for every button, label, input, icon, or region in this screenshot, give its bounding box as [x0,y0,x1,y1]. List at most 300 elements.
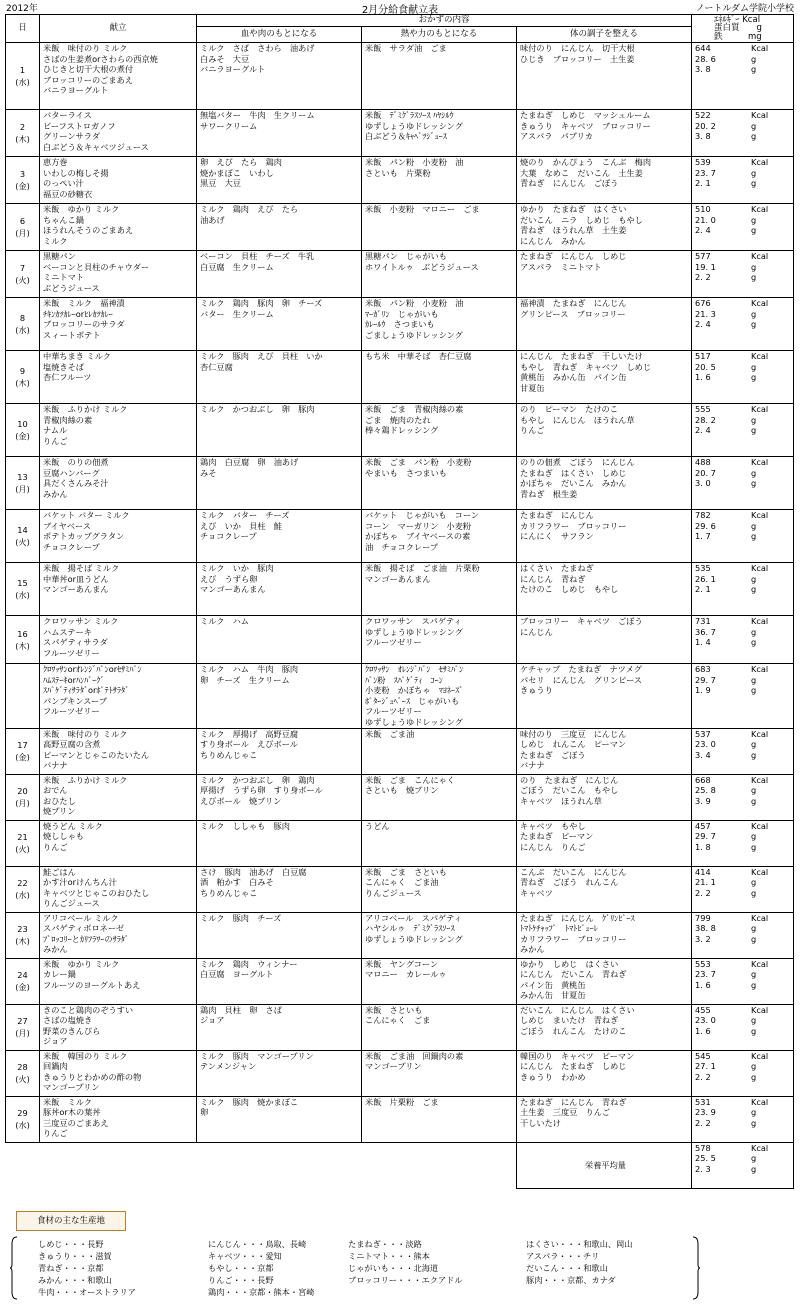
iron-value: 1. 6 [695,1025,711,1036]
unit-label: g [751,478,757,489]
blood-foods-line: 白豆腐 生クリーム [200,261,274,272]
iron-value: 3. 8 [695,131,711,142]
unit-label: Kcal [751,664,769,674]
energy-value: 644 [695,43,711,53]
blood-foods [197,774,362,820]
menu-items-line: 焼ししゃも [43,831,84,842]
day-cell [6,298,40,351]
body-foods [517,43,692,110]
day-row [6,1050,794,1096]
menu-items-line: さばの塩焼き [43,1015,93,1026]
body-foods-line: にんじん [520,626,553,637]
unit-label: g [751,361,757,372]
energy-foods-line: うどん [365,820,390,831]
protein-value: 23. 0 [695,739,716,750]
menu-items-line: アリコベール ミルク [43,912,119,923]
body-foods-line: 味付のり 三度豆 にんじん [520,728,627,739]
energy-foods-line: 米飯 ごま油 [365,728,415,739]
menu-items-line: バケット バター ミルク [43,510,130,520]
blood-foods-line: バニラヨーグルト [200,64,266,75]
day-weekday: (月) [15,228,30,238]
unit-label: Kcal [751,351,769,361]
origins-col-1: しめじ・・・長野 きゅうり・・・滋賀 青ねぎ・・・京都 みかん・・・和歌山 牛肉・・・オーストラリア [38,1239,136,1297]
blood-foods [197,958,362,1004]
energy-foods-line: 米飯 さといも [365,1004,423,1015]
menu-items-line: きのこと鶏肉のぞうすい [43,1004,134,1015]
energy-foods [362,157,517,204]
blood-foods-line: 卵 えび たら 鶏肉 [200,157,282,167]
energy-foods-line: フルーツゼリー [365,706,422,717]
iron-value: 2. 4 [695,319,711,330]
body-foods [517,1050,692,1096]
day-weekday: (月) [15,484,30,494]
day-row [6,404,794,457]
body-foods-line: たまねぎ ピーマン [520,831,594,842]
protein-value: 20. 5 [695,361,716,372]
menu-items-line: かす汁orけんちん汁 [43,877,117,888]
blood-foods-line: ミルク 豚肉 マンゴープリン [200,1050,314,1061]
energy-foods-line: 米飯 ごま油 回鍋肉の素 [365,1050,464,1061]
body-foods-line: グリンピース ブロッコリー [520,308,626,319]
menu-items-line: ﾁｷﾝｶﾂｶﾚｰorﾋﾚｶﾂｶﾚｰ [43,308,113,319]
body-foods-line: のり ピーマン たけのこ [520,404,618,414]
unit-label: g [751,1071,757,1082]
menu-items-line: ナムル [43,425,68,436]
energy-foods-line: マロニー カレールゥ [365,969,447,980]
avg-energy: 578 [695,1142,711,1153]
menu-items-line: ﾌﾞﾛｯｺﾘｰとｶﾘﾌﾗﾜｰのｻﾗﾀﾞ [43,933,129,944]
body-foods-line: 焼のり かんぴょう こんぶ 梅肉 [520,157,652,167]
menu-items-line: ピーマンとじゃこのたいたん [43,749,150,760]
blood-foods [197,866,362,912]
body-foods [517,298,692,351]
energy-foods-line: 米飯 ごま こんにゃく [365,774,455,785]
body-foods-line: 青ねぎ にんじん ごぼう [520,178,619,189]
day-row [6,1096,794,1142]
protein-value: 25. 8 [695,785,716,796]
blood-foods [197,457,362,510]
menu-items-line: 豚丼or木の葉丼 [43,1107,101,1118]
energy-foods-line: バケット じゃがいも コーン [365,510,480,520]
energy-header: 熱や力のもとになる [362,27,517,43]
menu-items-line: さばの生姜煮orさわらの西京焼 [43,53,158,64]
nutrient-values [692,157,794,204]
energy-value: 455 [695,1004,711,1015]
energy-foods-line: さといも 焼プリン [365,785,439,796]
menu-items-line: フルーツのヨーグルトあえ [43,979,141,990]
unit-label: g [751,214,757,225]
body-foods-line: 福神漬 たまねぎ にんじん [520,298,627,308]
origins-columns [38,1238,698,1300]
blood-foods-line: えびボール 焼プリン [200,795,282,806]
menu-items-line: 米飯 ふりかけ ミルク [43,774,128,785]
energy-foods [362,616,517,664]
protein-value: 38. 8 [695,923,716,934]
nutrient-header [692,15,794,43]
body-foods-line: たまねぎ ごぼう [520,749,586,760]
day-row [6,820,794,866]
iron-value: 1. 4 [695,637,711,648]
unit-label: g [751,923,757,934]
menu-items [40,157,197,204]
menu-items-line: ちゃんこ鍋 [43,214,84,225]
day-cell [6,616,40,664]
day-cell [6,1004,40,1050]
blood-foods-line: 卵 [200,1107,209,1118]
blood-foods-line: ミルク ハム 牛肉 豚肉 [200,664,299,674]
body-foods-line: ブロッコリー キャベツ ごぼう [520,616,643,626]
menu-items-line: キャベツとじゃこのおひたし [43,887,150,898]
menu-items-line: ミニトマト [43,272,84,283]
unit-label: Kcal [751,251,769,261]
energy-value: 414 [695,866,711,877]
body-foods-line: キャベツ [520,887,553,898]
unit-label: g [751,933,757,944]
menu-items [40,43,197,110]
energy-foods-line: マンゴーあんまん [365,573,431,584]
day-row [6,251,794,298]
energy-foods [362,457,517,510]
menu-items-line: 黒糖パン [43,251,76,261]
day-cell [6,563,40,616]
blood-foods-line: ミルク さば さわら 油あげ [200,43,315,53]
blood-foods [197,404,362,457]
iron-value: 2. 2 [695,1117,711,1128]
body-foods-line: 青ねぎ 根生姜 [520,488,578,499]
menu-items [40,251,197,298]
blood-foods [197,110,362,157]
energy-value: 517 [695,351,711,361]
day-weekday: (火) [15,1074,30,1085]
unit-label: Kcal [751,110,769,120]
day-date: 24 [17,970,28,981]
day-cell [6,404,40,457]
blood-foods-line: チョコクレープ [200,531,257,542]
energy-value: 537 [695,728,711,739]
day-date: 20 [17,786,28,797]
protein-value: 29. 7 [695,674,716,685]
body-foods [517,728,692,774]
body-foods-line: にんじん みかん [520,235,586,246]
menu-items-line: 中華丼or皿うどん [43,573,109,584]
body-foods-line: 青ねぎ ごぼう れんこん [520,877,619,888]
day-weekday: (水) [15,890,30,901]
body-foods-line: 土生姜 三度豆 りんご [520,1107,611,1118]
menu-items-line: 米飯 ミルク 福神漬 [43,298,125,308]
body-foods-line: バナナ [520,760,545,771]
day-row [6,457,794,510]
energy-foods [362,1096,517,1142]
body-foods-line: もやし にんじん ほうれん草 [520,414,635,425]
body-foods-line: 甘夏缶 [520,382,545,393]
energy-foods-line: 米飯 ﾃﾞﾐｸﾞﾗｽｿｰｽ ﾊﾔｼﾙｳ [365,110,454,120]
body-foods-line: のりの佃煮 ごぼう にんじん [520,457,635,467]
protein-value: 28. 2 [695,414,716,425]
energy-foods-line: 米飯 揚そば ごま油 片栗粉 [365,563,480,573]
menu-items-line: 三度豆のごまあえ [43,1117,109,1128]
body-foods [517,616,692,664]
day-cell [6,728,40,774]
menu-items-line: りんご [43,1128,68,1139]
energy-foods-line: アリコベール スパゲティ [365,912,462,923]
energy-value: 457 [695,820,711,831]
energy-value: 676 [695,298,711,308]
body-foods [517,404,692,457]
body-foods-line: きゅうり キャベツ ブロッコリー [520,120,651,131]
menu-items [40,1004,197,1050]
energy-foods-line: さといも 片栗粉 [365,167,431,178]
unit-label: g [751,887,757,898]
day-date: 8 [19,313,26,323]
body-foods [517,774,692,820]
blood-foods-line: えび いか 貝柱 鮭 [200,520,282,531]
menu-items [40,110,197,157]
protein-value: 20. 2 [695,120,716,131]
iron-value: 2. 2 [695,887,711,898]
energy-value: 539 [695,157,711,167]
day-cell [6,510,40,563]
energy-foods-line: ｶﾚｰﾙｳ さつまいも [365,319,435,330]
menu-items-line: 米飯 味付のり ミルク [43,43,128,53]
iron-value: 1. 9 [695,685,711,696]
unit-label: g [751,319,757,330]
origins-col-3: たまねぎ・・・淡路 ミニトマト・・・熊本 じゃがいも・・・北海道 ブロッコリー・・・エクアドル [348,1239,463,1285]
protein-value: 36. 7 [695,626,716,637]
protein-value: 23. 7 [695,969,716,980]
energy-foods-line: ごましょうゆドレッシング [365,329,463,340]
body-foods-line: みかん [520,944,545,955]
nutrient-values [692,351,794,404]
blood-foods-line: ミルク ハム [200,616,249,626]
iron-value: 2. 1 [695,584,711,595]
body-foods [517,563,692,616]
menu-items-line: スパゲティサラダ [43,637,108,648]
energy-value: 510 [695,204,711,214]
unit-label: g [751,831,757,842]
blood-foods-line: 酒 粕かす 白みそ [200,877,274,888]
energy-foods-line: もち米 中華そば 杏仁豆腐 [365,351,472,361]
energy-foods [362,351,517,404]
nutrient-values [692,563,794,616]
body-foods-line: みかん缶 甘夏缶 [520,990,586,1001]
blood-foods [197,728,362,774]
school-name: ノートルダム学院小学校 [695,4,794,14]
energy-foods-line: ゆずしょうゆドレッシング [365,716,463,727]
body-foods-line: たまねぎ はくさい しめじ [520,467,627,478]
energy-foods [362,866,517,912]
day-cell [6,774,40,820]
blood-foods-line: ジョア [200,1015,225,1026]
menu-items-line: ﾊﾑｽﾃｰｷorﾊﾝﾊﾞｰｸﾞ [43,674,105,685]
energy-value: 731 [695,616,711,626]
menu-items-line: ひじきと切干大根の煮付 [43,64,134,75]
body-foods [517,251,692,298]
day-cell [6,820,40,866]
energy-foods [362,43,517,110]
blood-foods [197,563,362,616]
unit-label: Kcal [751,298,769,308]
unit-label: Kcal [751,866,769,877]
menu-items-line: カレー鍋 [43,969,76,980]
unit-label: Kcal [751,1096,769,1107]
blood-foods-line: 油あげ [200,214,225,225]
unit-label: Kcal [751,728,769,739]
body-foods [517,457,692,510]
day-date: 15 [17,578,28,588]
body-foods-line: しめじ まいたけ 青ねぎ [520,1015,619,1026]
nutrient-values [692,298,794,351]
day-cell [6,204,40,251]
energy-foods [362,1050,517,1096]
iron-value: 2. 1 [695,178,711,189]
day-date: 21 [17,832,28,843]
body-foods-line: ひじき ブロッコリー 土生姜 [520,53,635,64]
body-foods-line: かぼちゃ だいこん みかん [520,478,627,489]
energy-foods-line: りんごジュース [365,887,422,898]
blood-foods [197,820,362,866]
day-weekday: (火) [15,275,30,285]
iron-value: 1. 6 [695,372,711,383]
unit-label: g [751,414,757,425]
body-foods-line: ケチャップ たまねぎ ナツメグ [520,664,642,674]
unit-label: g [751,178,757,189]
unit-label: Kcal [751,616,769,626]
energy-foods-line: 白ぶどう＆ｷｬﾍﾞﾂｼﾞｭｰｽ [365,131,447,142]
energy-label: ｴﾈﾙｷﾞｰ Kcal [714,14,761,25]
unit-label: g [751,685,757,696]
energy-value: 577 [695,251,711,261]
blood-foods-line: ミルク バター チーズ [200,510,290,520]
unit-label: Kcal [751,820,769,831]
body-foods-line: カリフラワー ブロッコリー [520,933,627,944]
body-foods-line: パイン缶 黄桃缶 [520,979,586,990]
menu-items [40,1050,197,1096]
body-foods [517,510,692,563]
day-cell [6,157,40,204]
origins-title: 食材の主な生産地 [16,1211,126,1231]
unit-label: g [751,749,757,760]
blood-foods [197,664,362,729]
menu-items-line: バナナ [43,760,68,771]
energy-foods-line: ｸﾛﾜｯｻﾝ ｵﾚﾝｼﾞﾊﾟﾝ ｾｻﾐﾊﾟﾝ [365,664,464,674]
menu-items-line: ぶどうジュース [43,282,100,293]
menu-items-line: ミルク [43,235,68,246]
blood-foods [197,510,362,563]
avg-iron: 2. 3 [695,1163,711,1174]
blood-foods-line: ミルク 鶏肉 豚肉 卵 チーズ [200,298,323,308]
body-foods-line: きゅうり わかめ [520,1071,586,1082]
day-cell [6,110,40,157]
day-cell [6,457,40,510]
unit-label: g [751,785,757,796]
unit-label: g [751,979,757,990]
iron-value: 3. 0 [695,478,711,489]
menu-items-line: のっぺい汁 [43,178,84,189]
menu-items-line: バニラヨーグルト [43,85,109,96]
menu-items-line: 野菜のきんぴら [43,1025,101,1036]
energy-foods-line: クロワッサン スパゲティ [365,616,462,626]
day-date: 16 [17,628,28,639]
day-row [6,157,794,204]
day-date: 28 [17,1062,28,1073]
energy-foods [362,404,517,457]
energy-value: 545 [695,1050,711,1061]
unit-label: g [751,272,757,283]
menu-items-line: 米飯 ゆかり ミルク [43,204,120,214]
menu-items-line: おひたし [43,795,76,806]
unit-label: Kcal [751,457,769,467]
right-brace-icon [692,1236,700,1300]
menu-items-line: スパゲティボロネーゼ [43,923,125,934]
day-weekday: (木) [15,936,30,947]
menu-items-line: マンゴーあんまん [43,584,109,595]
menu-items-line: ｸﾛﾜｯｻﾝorｵﾚﾝｼﾞﾊﾟﾝorｾｻﾐﾊﾟﾝ [43,664,142,674]
menu-items-line: グリーンサラダ [43,131,101,142]
body-foods-line: ごぼう だいこん もやし [520,785,619,796]
protein-value: 19. 1 [695,261,716,272]
day-row [6,298,794,351]
nutrient-values [692,404,794,457]
menu-items-line: ビーフストロガノフ [43,120,116,131]
energy-value: 553 [695,958,711,969]
nutrient-values [692,912,794,958]
blood-foods-line: ミルク 鶏肉 えび たら [200,204,299,214]
body-foods-line: もやし 青ねぎ キャベツ しめじ [520,361,652,372]
unit-label: g [751,372,757,383]
energy-foods [362,774,517,820]
blood-foods-line: さけ 豚肉 油あげ 白豆腐 [200,866,307,877]
body-foods [517,1004,692,1050]
unit-label: g [751,1015,757,1026]
menu-items [40,457,197,510]
blood-foods-line: えび うずら卵 [200,573,258,584]
body-foods [517,157,692,204]
energy-foods-line: マンゴープリン [365,1061,422,1072]
unit-label: Kcal [751,912,769,923]
day-cell [6,351,40,404]
energy-foods-line: フルーツゼリー [365,637,422,648]
day-weekday: (金) [15,431,30,441]
menu-items-line: りんごジュース [43,898,100,909]
nutrient-values [692,664,794,729]
energy-foods-line: ゆずしょうゆドレッシング [365,120,463,131]
energy-foods [362,820,517,866]
day-date: 1 [19,65,26,75]
day-row [6,510,794,563]
energy-foods-line: 米飯 小麦粉 マロニー ごま [365,204,480,214]
body-foods-line: だいこん ニラ しめじ もやし [520,214,643,225]
unit-label: g [751,1107,757,1118]
unit-label: Kcal [751,510,769,520]
energy-foods-line: 小麦粉 かぼちゃ ﾏﾖﾈｰｽﾞ [365,685,464,696]
day-date: 17 [17,740,28,751]
body-foods-line: ごぼう れんこん たけのこ [520,1025,627,1036]
energy-foods [362,563,517,616]
energy-foods-line: ごま 焼肉のたれ [365,414,431,425]
day-weekday: (水) [15,590,30,600]
energy-value: 555 [695,404,711,414]
menu-items-line: フルーツゼリー [43,647,100,658]
energy-foods [362,664,517,729]
energy-foods-line: 米飯 パン粉 小麦粉 油 [365,298,464,308]
protein-value: 20. 7 [695,467,716,478]
blood-header: 血や肉のもとになる [197,27,362,43]
energy-foods-line: コーン マーガリン 小麦粉 [365,520,472,531]
iron-label: 鉄 mg [714,31,762,42]
menu-items-line: きゅうりとわかめの酢の物 [43,1071,142,1082]
iron-value: 3. 4 [695,749,711,760]
iron-value: 3. 9 [695,795,711,806]
